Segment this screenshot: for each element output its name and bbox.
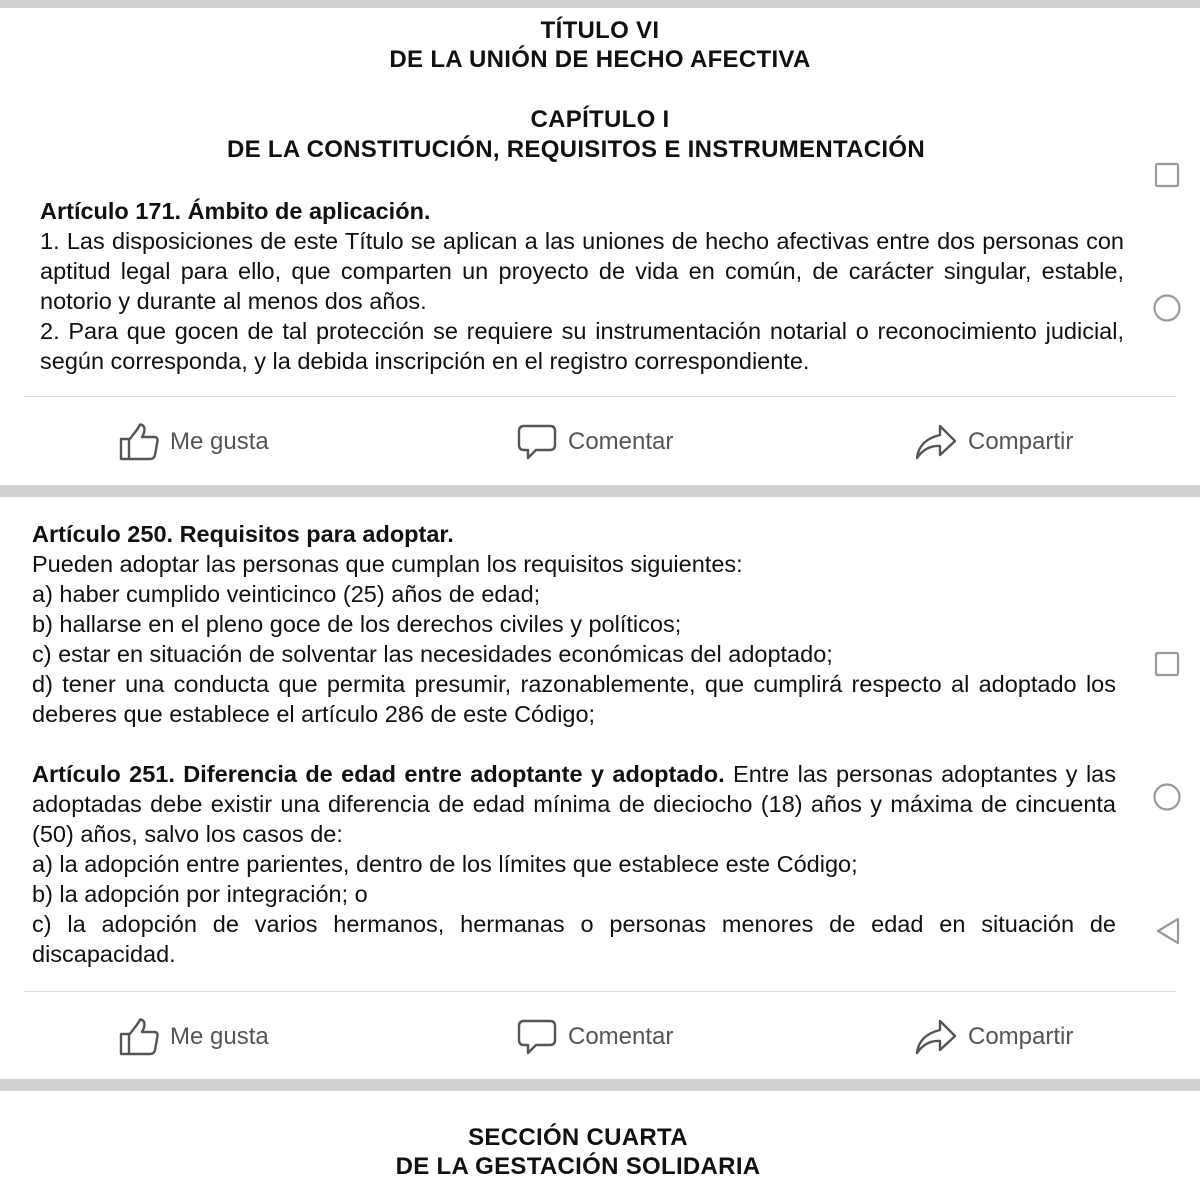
articulo-251-paragraph: [32, 759, 1116, 849]
post-separator-1: [0, 485, 1200, 497]
post-separator-2: [0, 1079, 1200, 1091]
articulo-251-body: Entre las personas adoptantes y las adoptadas debe existir una diferencia de edad mínima de dieciocho (18) años y máxima de cincuenta (50) años, salvo los casos de:: [32, 761, 1116, 847]
thumbs-up-icon: [118, 1018, 160, 1056]
post-articulos-250-251: [0, 497, 1200, 1079]
seccion-heading: SECCIÓN CUARTA: [468, 1124, 688, 1151]
capitulo-subheading: DE LA CONSTITUCIÓN, REQUISITOS E INSTRUMENTACIÓN: [227, 136, 925, 163]
top-separator: [0, 0, 1200, 8]
comment-bubble-icon: [516, 1018, 558, 1056]
share-arrow-icon: [914, 423, 958, 461]
circle-icon[interactable]: [1152, 782, 1182, 812]
like-button[interactable]: [118, 412, 269, 472]
articulo-171-title: Artículo 171. Ámbito de aplicación.: [40, 198, 431, 224]
comment-button[interactable]: [516, 412, 673, 472]
share-button[interactable]: [914, 1007, 1073, 1067]
articulo-250-item-a: a) haber cumplido veinticinco (25) años de edad;: [32, 581, 541, 607]
articulo-251-item-b: b) la adopción por integración; o: [32, 881, 368, 907]
thumbs-up-icon: [118, 423, 160, 461]
triangle-back-icon[interactable]: [1154, 916, 1182, 946]
share-arrow-icon: [914, 1018, 958, 1056]
like-button[interactable]: [118, 1007, 269, 1067]
articulo-171-paragraph-2: 2. Para que gocen de tal protección se requiere su instrumentación notarial o reconocimiento judicial, según corresponda, y la debida inscripción en el registro correspondiente.: [40, 318, 1124, 374]
circle-icon[interactable]: [1152, 293, 1182, 323]
share-label: Compartir: [968, 428, 1074, 455]
articulo-251-item-a: a) la adopción entre parientes, dentro de los límites que establece este Código;: [32, 851, 858, 877]
post-1-divider: [24, 396, 1176, 397]
square-icon[interactable]: [1154, 651, 1180, 677]
articulo-250-item-d: d) tener una conducta que permita presumir, razonablemente, que cumplirá respecto al adoptado los deberes que establece el artículo 286 de este Código;: [32, 671, 1116, 727]
square-icon[interactable]: [1154, 162, 1180, 188]
articulo-251-title: Artículo 251. Diferencia de edad entre adoptante y adoptado.: [32, 761, 725, 787]
articulo-171: [40, 196, 1124, 376]
titulo-heading: TÍTULO VI: [540, 17, 660, 44]
post-seccion-cuarta: [0, 1091, 1200, 1180]
comment-label: Comentar: [568, 1023, 674, 1050]
articulo-251-item-c: c) la adopción de varios hermanos, hermanas o personas menores de edad en situación de discapacidad.: [32, 911, 1116, 967]
like-label: Me gusta: [170, 428, 269, 455]
post-1-action-bar: [0, 412, 1200, 472]
articulo-250-title: Artículo 250. Requisitos para adoptar.: [32, 521, 454, 547]
share-label: Compartir: [968, 1023, 1074, 1050]
articulo-250-intro: Pueden adoptar las personas que cumplan los requisitos siguientes:: [32, 551, 743, 577]
articulo-250-item-c: c) estar en situación de solventar las necesidades económicas del adoptado;: [32, 641, 833, 667]
post-2-action-bar: [0, 1007, 1200, 1067]
post-2-divider: [24, 991, 1176, 992]
comment-button[interactable]: [516, 1007, 673, 1067]
share-button[interactable]: [914, 412, 1073, 472]
titulo-subheading: DE LA UNIÓN DE HECHO AFECTIVA: [389, 46, 811, 73]
seccion-subheading: DE LA GESTACIÓN SOLIDARIA: [395, 1153, 761, 1180]
post-articulo-171: [0, 8, 1200, 485]
articulo-250: [32, 519, 1116, 729]
articulo-250-item-b: b) hallarse en el pleno goce de los derechos civiles y políticos;: [32, 611, 682, 637]
comment-label: Comentar: [568, 428, 674, 455]
like-label: Me gusta: [170, 1023, 269, 1050]
comment-bubble-icon: [516, 423, 558, 461]
capitulo-heading: CAPÍTULO I: [530, 106, 670, 133]
articulo-171-paragraph-1: 1. Las disposiciones de este Título se aplican a las uniones de hecho afectivas entre dos personas con aptitud legal para ello, que comparten un proyecto de vida en común, de carácter singular, estable, notorio y durante al menos dos años.: [40, 228, 1124, 314]
articulo-251: [32, 759, 1116, 969]
